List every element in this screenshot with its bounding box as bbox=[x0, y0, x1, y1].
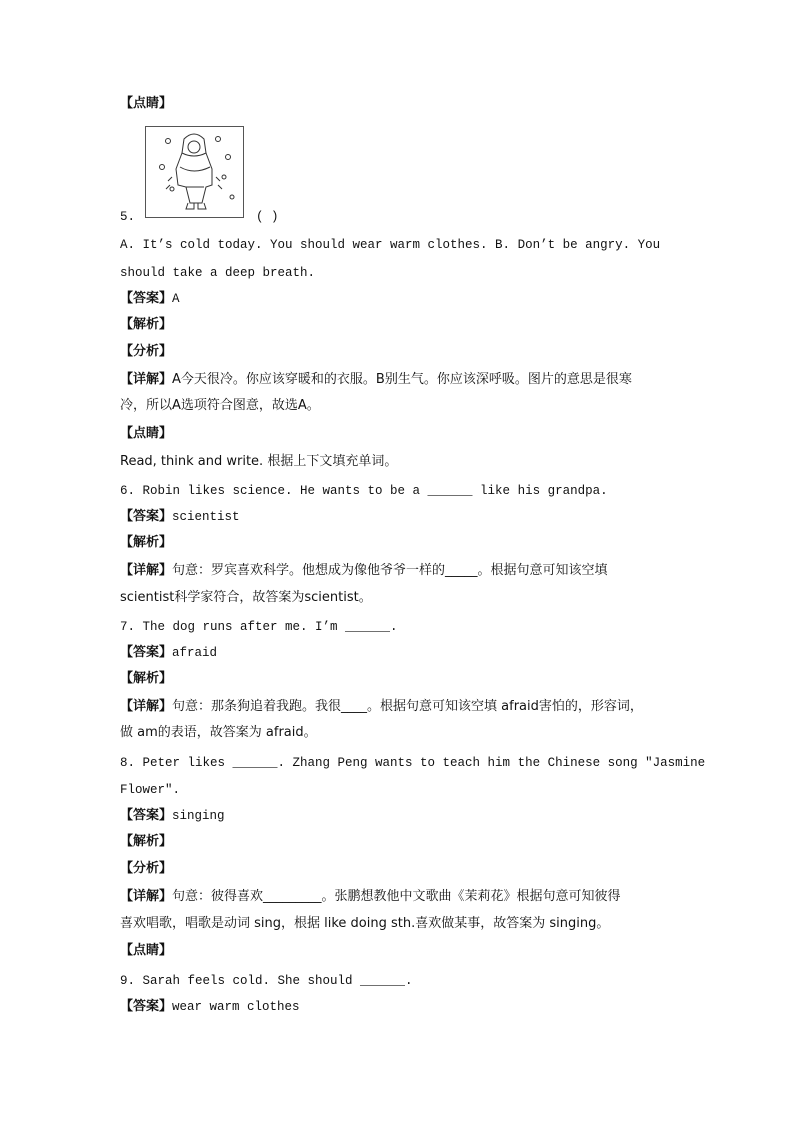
answer-label: 【答案】 bbox=[120, 999, 173, 1014]
q9-answer bbox=[120, 998, 300, 1015]
q7-detail-line1 bbox=[120, 698, 643, 715]
detail-label: 【详解】 bbox=[120, 372, 173, 387]
section-instruction: Read, think and write. 根据上下文填充单词。 bbox=[120, 454, 398, 469]
q8-detail-line2: 喜欢唱歌，唱歌是动词 sing，根据 like doing sth.喜欢做某事，故答案为 singing。 bbox=[120, 916, 610, 931]
answer-label: 【答案】 bbox=[120, 808, 173, 823]
detail-label: 【详解】 bbox=[120, 889, 173, 904]
q5-options-line1: A. It’s cold today. You should wear warm clothes. B. Don’t be angry. You bbox=[120, 238, 661, 252]
q5-detail-line2: 冷，所以A选项符合图意，故选A。 bbox=[120, 398, 320, 413]
jiexi-heading: 【解析】 bbox=[120, 671, 173, 686]
q8-answer bbox=[120, 807, 225, 824]
question-9: 9. Sarah feels cold. She should ______. bbox=[120, 974, 413, 988]
answer-blank-paren: ( ) bbox=[256, 210, 279, 224]
detail-text: 句意：罗宾喜欢科学。他想成为像他爷爷一样的_____。根据句意可知该空填 bbox=[172, 563, 608, 578]
question-6: 6. Robin likes science. He wants to be a ______ like his grandpa. bbox=[120, 484, 608, 498]
question-8-line2: Flower". bbox=[120, 783, 181, 797]
detail-text: 句意：那条狗追着我跑。我很____。根据句意可知该空填 afraid害怕的，形容词， bbox=[172, 699, 643, 714]
answer-value: wear warm clothes bbox=[172, 1000, 300, 1014]
jiexi-heading: 【解析】 bbox=[120, 317, 173, 332]
q5-detail-line1 bbox=[120, 371, 632, 388]
dianjing-heading: 【点睛】 bbox=[120, 96, 173, 111]
answer-value: singing bbox=[172, 809, 225, 823]
answer-label: 【答案】 bbox=[120, 291, 173, 306]
detail-text: A今天很冷。你应该穿暖和的衣服。B别生气。你应该深呼吸。图片的意思是很寒 bbox=[172, 372, 632, 387]
jiexi-heading: 【解析】 bbox=[120, 834, 173, 849]
q7-detail-line2: 做 am的表语，故答案为 afraid。 bbox=[120, 725, 317, 740]
q6-detail-line1 bbox=[120, 562, 608, 579]
question-5-number: 5. bbox=[120, 210, 136, 224]
detail-label: 【详解】 bbox=[120, 563, 173, 578]
dianjing-heading: 【点睛】 bbox=[120, 943, 173, 958]
answer-label: 【答案】 bbox=[120, 509, 173, 524]
answer-value: scientist bbox=[172, 510, 240, 524]
q5-answer bbox=[120, 290, 180, 307]
question-7: 7. The dog runs after me. I’m ______. bbox=[120, 620, 398, 634]
question-8-line1: 8. Peter likes ______. Zhang Peng wants to teach him the Chinese song "Jasmine bbox=[120, 756, 706, 770]
cold-person-icon bbox=[146, 127, 243, 217]
q6-answer bbox=[120, 508, 240, 525]
cold-child-illustration bbox=[145, 126, 244, 218]
q5-options-line2: should take a deep breath. bbox=[120, 266, 316, 280]
q6-detail-line2: scientist科学家符合，故答案为scientist。 bbox=[120, 590, 372, 605]
dianjing-heading: 【点睛】 bbox=[120, 426, 173, 441]
answer-value: afraid bbox=[172, 646, 218, 660]
fenxi-heading: 【分析】 bbox=[120, 344, 173, 359]
answer-value: A bbox=[172, 292, 180, 306]
fenxi-heading: 【分析】 bbox=[120, 861, 173, 876]
detail-label: 【详解】 bbox=[120, 699, 173, 714]
q7-answer bbox=[120, 644, 217, 661]
detail-text: 句意：彼得喜欢_________。张鹏想教他中文歌曲《茉莉花》根据句意可知彼得 bbox=[172, 889, 621, 904]
answer-label: 【答案】 bbox=[120, 645, 173, 660]
jiexi-heading: 【解析】 bbox=[120, 535, 173, 550]
q8-detail-line1 bbox=[120, 888, 621, 905]
